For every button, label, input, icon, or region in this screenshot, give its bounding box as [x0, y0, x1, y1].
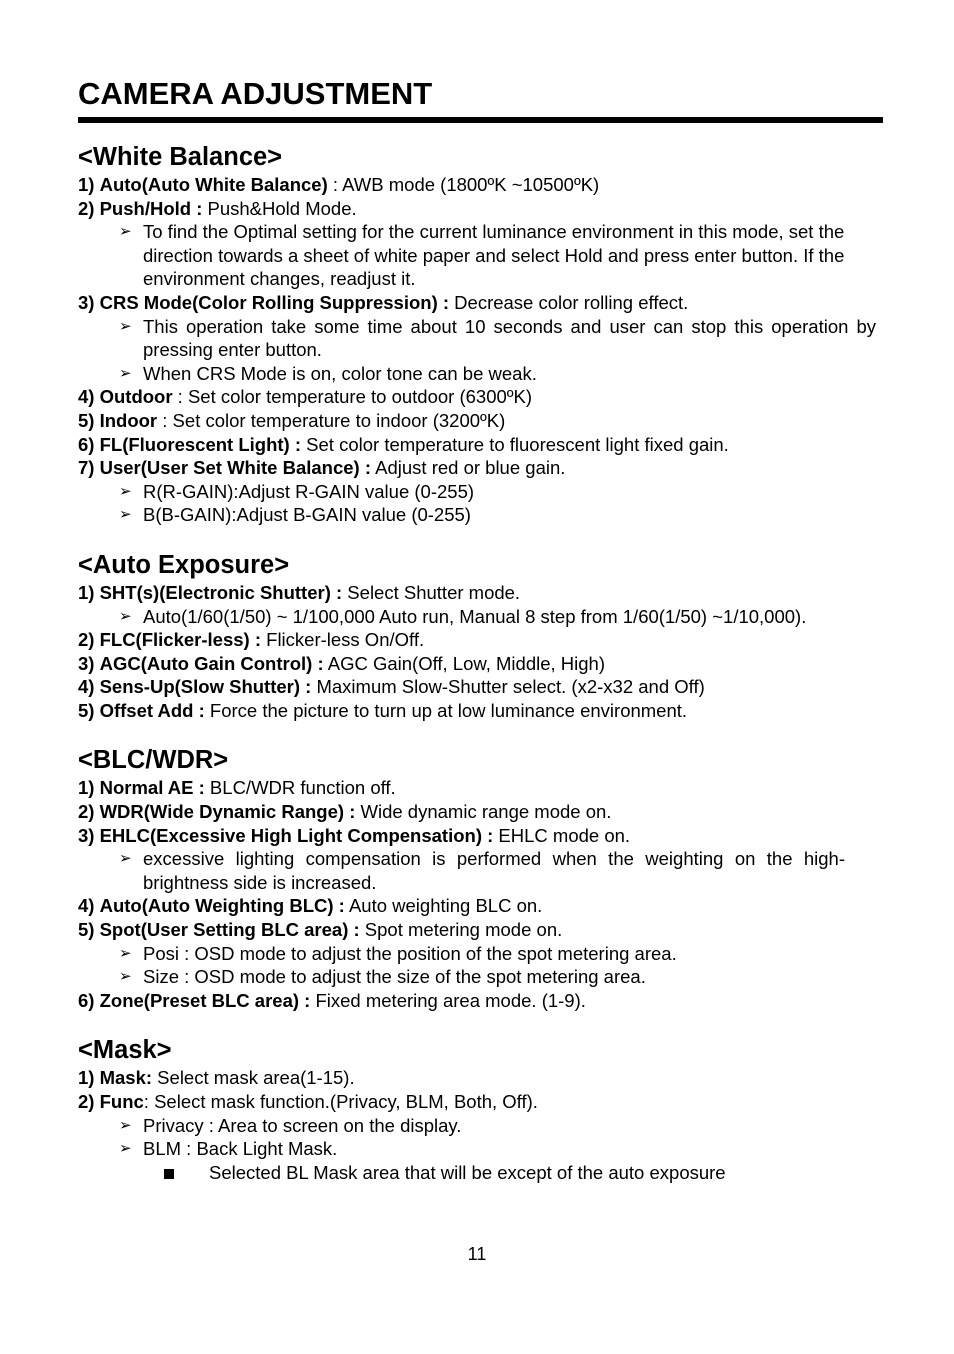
arrow-bullet-icon: ➢ — [119, 944, 132, 962]
item-number: 5) — [78, 699, 95, 721]
bullet-text: B(B-GAIN):Adjust B-GAIN value (0-255) — [143, 504, 471, 526]
bullet-text: To find the Optimal setting for the current luminance environment in this mode, set the direction towards a sheet of white paper and select Hold and press enter button. If the environment changes, readjust it. — [143, 221, 845, 290]
section-heading: <Auto Exposure> — [78, 550, 290, 579]
list-item — [78, 699, 878, 723]
item-term: Spot(User Setting BLC area) : — [99, 919, 360, 941]
item-number: 2) — [78, 1091, 95, 1112]
list-item — [78, 409, 878, 433]
list-item — [78, 173, 878, 197]
bullet-item — [78, 965, 876, 989]
list-item — [78, 776, 878, 800]
item-term: FLC(Flicker-less) : — [99, 629, 261, 651]
item-term: Indoor — [99, 409, 158, 431]
item-number: 4) — [78, 386, 95, 408]
section-heading: <Mask> — [78, 1036, 172, 1065]
list-item — [78, 824, 878, 848]
item-description: Spot metering mode on. — [359, 919, 563, 941]
item-term: Normal AE : — [99, 777, 205, 799]
item-term: Outdoor — [99, 386, 173, 408]
item-number: 6) — [78, 433, 95, 455]
square-bullet-icon — [164, 1169, 174, 1179]
item-number: 2) — [78, 197, 95, 219]
bullet-item — [78, 480, 876, 504]
item-description: : Select mask function.(Privacy, BLM, Both, Off). — [143, 1091, 538, 1112]
page-title: CAMERA ADJUSTMENT — [78, 76, 433, 111]
item-term: User(User Set White Balance) : — [99, 457, 372, 479]
section-heading: <White Balance> — [78, 143, 283, 171]
item-description: : AWB mode (1800ºK ~10500ºK) — [327, 174, 600, 195]
item-description: Force the picture to turn up at low luminance environment. — [204, 699, 688, 721]
bullet-text: When CRS Mode is on, color tone can be weak. — [143, 362, 537, 384]
item-term: Mask: — [99, 1067, 153, 1089]
bullet-item — [78, 315, 876, 362]
item-term: CRS Mode(Color Rolling Suppression) : — [99, 291, 450, 313]
list-item — [78, 1090, 878, 1114]
item-term: Push/Hold : — [99, 197, 203, 219]
list-item — [78, 894, 878, 918]
arrow-bullet-icon: ➢ — [119, 607, 132, 625]
arrow-bullet-icon: ➢ — [119, 1116, 132, 1134]
bullet-item — [78, 1114, 876, 1138]
bullet-item — [78, 942, 876, 966]
item-number: 5) — [78, 409, 95, 431]
list-item — [78, 652, 878, 676]
list-item — [78, 456, 878, 480]
item-description: Decrease color rolling effect. — [449, 291, 689, 313]
list-item — [78, 581, 878, 605]
bullet-item — [78, 220, 876, 291]
section — [78, 745, 878, 1012]
page-content — [78, 142, 878, 1184]
arrow-bullet-icon: ➢ — [119, 1140, 132, 1158]
item-description: Adjust red or blue gain. — [371, 457, 566, 479]
bullet-item — [78, 1137, 876, 1161]
item-number: 7) — [78, 457, 95, 479]
item-number: 5) — [78, 919, 95, 941]
list-item — [78, 291, 878, 315]
item-description: Set color temperature to fluorescent light fixed gain. — [301, 433, 729, 455]
item-term: SHT(s)(Electronic Shutter) : — [99, 581, 343, 603]
item-term: WDR(Wide Dynamic Range) : — [99, 801, 356, 823]
arrow-bullet-icon: ➢ — [119, 482, 132, 500]
bullet-text: This operation take some time about 10 seconds and user can stop this operation by pressing enter button. — [143, 315, 876, 361]
item-description: Auto weighting BLC on. — [344, 895, 543, 917]
list-item — [78, 800, 878, 824]
bullet-text: Privacy : Area to screen on the display. — [143, 1114, 462, 1136]
item-number: 1) — [78, 777, 95, 799]
item-number: 2) — [78, 801, 95, 823]
item-description: EHLC mode on. — [493, 824, 631, 846]
arrow-bullet-icon: ➢ — [119, 223, 132, 241]
item-number: 1) — [78, 581, 95, 603]
bullet-text: R(R-GAIN):Adjust R-GAIN value (0-255) — [143, 480, 475, 502]
bullet-item — [78, 503, 876, 527]
list-item — [78, 989, 878, 1013]
item-description: Fixed metering area mode. (1-9). — [310, 989, 586, 1011]
item-description: Push&Hold Mode. — [202, 197, 357, 219]
list-item — [78, 918, 878, 942]
bullet-text: excessive lighting compensation is performed when the weighting on the high-brightness side is increased. — [143, 848, 845, 893]
item-number: 3) — [78, 652, 95, 674]
list-item — [78, 1066, 878, 1090]
page-number: 11 — [467, 1244, 487, 1264]
section — [78, 550, 878, 723]
section-heading: <BLC/WDR> — [78, 746, 229, 775]
item-number: 1) — [78, 174, 95, 195]
item-description: : Set color temperature to indoor (3200ºK) — [157, 409, 506, 431]
item-term: Zone(Preset BLC area) : — [99, 989, 311, 1011]
item-term: AGC(Auto Gain Control) : — [99, 652, 324, 674]
item-number: 4) — [78, 895, 95, 917]
item-term: Auto(Auto Weighting BLC) : — [99, 895, 345, 917]
section — [78, 142, 878, 527]
bullet-text: Posi : OSD mode to adjust the position of the spot metering area. — [143, 942, 677, 964]
item-number: 3) — [78, 824, 95, 846]
item-term: EHLC(Excessive High Light Compensation) : — [99, 824, 494, 846]
item-term: Func — [99, 1091, 144, 1112]
bullet-item — [78, 362, 876, 386]
item-term: Auto(Auto White Balance) — [99, 174, 328, 195]
title-rule — [78, 117, 883, 123]
item-description: Select mask area(1-15). — [152, 1067, 355, 1089]
item-description: Wide dynamic range mode on. — [355, 801, 612, 823]
item-description: BLC/WDR function off. — [204, 777, 396, 799]
section — [78, 1035, 878, 1184]
item-term: FL(Fluorescent Light) : — [99, 433, 302, 455]
arrow-bullet-icon: ➢ — [119, 968, 132, 986]
item-description: AGC Gain(Off, Low, Middle, High) — [323, 652, 605, 674]
bullet-text: Size : OSD mode to adjust the size of the spot metering area. — [143, 966, 646, 988]
item-number: 6) — [78, 989, 95, 1011]
item-number: 4) — [78, 676, 95, 698]
sub-bullet-item — [78, 1161, 878, 1185]
list-item — [78, 385, 878, 409]
arrow-bullet-icon: ➢ — [119, 506, 132, 524]
arrow-bullet-icon: ➢ — [119, 364, 132, 382]
list-item — [78, 628, 878, 652]
bullet-text: BLM : Back Light Mask. — [143, 1138, 338, 1160]
bullet-item — [78, 605, 876, 629]
list-item — [78, 433, 878, 457]
item-term: Offset Add : — [99, 699, 205, 721]
item-description: Select Shutter mode. — [342, 581, 521, 603]
list-item — [78, 675, 878, 699]
item-term: Sens-Up(Slow Shutter) : — [99, 676, 312, 698]
arrow-bullet-icon: ➢ — [119, 850, 132, 868]
item-description: Flicker-less On/Off. — [261, 629, 425, 651]
sub-bullet-text: Selected BL Mask area that will be except of the auto exposure — [209, 1161, 726, 1183]
arrow-bullet-icon: ➢ — [119, 317, 132, 335]
item-description: : Set color temperature to outdoor (6300ºK) — [172, 386, 533, 408]
bullet-item — [78, 847, 845, 894]
bullet-text: Auto(1/60(1/50) ~ 1/100,000 Auto run, Manual 8 step from 1/60(1/50) ~1/10,000). — [143, 605, 807, 627]
item-description: Maximum Slow-Shutter select. (x2-x32 and Off) — [311, 676, 705, 698]
item-number: 3) — [78, 291, 95, 313]
item-number: 1) — [78, 1067, 95, 1089]
item-number: 2) — [78, 629, 95, 651]
list-item — [78, 197, 878, 221]
